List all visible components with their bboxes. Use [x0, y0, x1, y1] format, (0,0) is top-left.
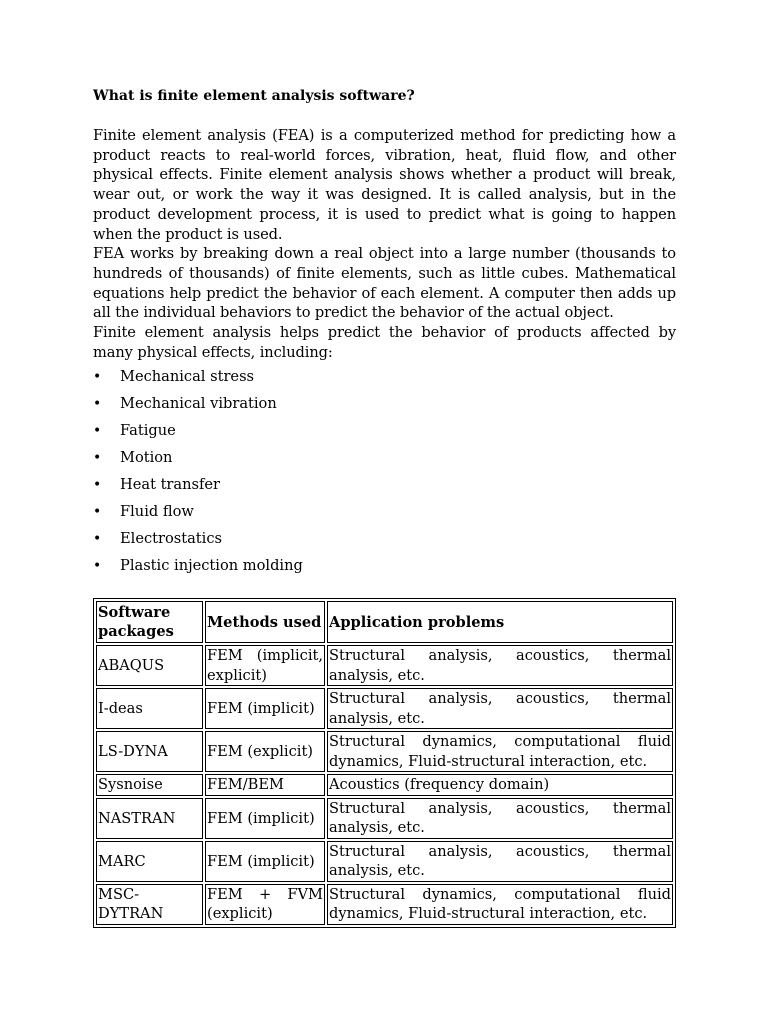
cell-application: Acoustics (frequency domain): [327, 774, 673, 796]
paragraph-fea-method: FEA works by breaking down a real object into a large number (thousands to hundreds of thousands) of finite elements, such as little cubes. Mathematical equations help predict the behavior of each element. A computer then adds up all the individual behaviors to predict the behavior of the actual object.: [93, 245, 676, 322]
cell-software: MARC: [96, 841, 203, 882]
header-methods-used: Methods used: [205, 601, 325, 643]
cell-software: NASTRAN: [96, 798, 203, 839]
list-item: • Heat transfer: [93, 476, 221, 494]
cell-software: MSC-DYTRAN: [96, 884, 203, 925]
document-page: [93, 86, 676, 928]
table-row: [96, 688, 673, 729]
bullet-icon: •: [93, 423, 102, 440]
bullet-icon: •: [93, 369, 102, 386]
cell-method: FEM/BEM: [205, 774, 325, 796]
list-item: • Mechanical stress: [93, 368, 255, 386]
cell-method: FEM (implicit): [205, 841, 325, 882]
cell-software: I-deas: [96, 688, 203, 729]
effects-list: [93, 367, 676, 583]
bullet-icon: •: [93, 504, 102, 521]
cell-application: Structural analysis, acoustics, thermal analysis, etc.: [327, 841, 673, 882]
list-item: • Fluid flow: [93, 503, 194, 521]
header-application-problems: Application problems: [327, 601, 673, 643]
list-item: • Plastic injection molding: [93, 557, 303, 575]
table-row: [96, 731, 673, 772]
bullet-icon: •: [93, 477, 102, 494]
bullet-icon: •: [93, 531, 102, 548]
table-header-row: [96, 601, 673, 643]
cell-method: FEM (implicit, explicit): [205, 645, 325, 686]
bullet-icon: •: [93, 558, 102, 575]
table-row: [96, 645, 673, 686]
list-item: • Mechanical vibration: [93, 395, 277, 413]
cell-method: FEM (implicit): [205, 798, 325, 839]
table-row: [96, 841, 673, 882]
cell-method: FEM + FVM (explicit): [205, 884, 325, 925]
cell-application: Structural analysis, acoustics, thermal analysis, etc.: [327, 688, 673, 729]
list-item: • Electrostatics: [93, 530, 223, 548]
page-title: What is finite element analysis software?: [93, 88, 415, 104]
cell-application: Structural dynamics, computational fluid dynamics, Fluid-structural interaction, etc.: [327, 884, 673, 925]
table-row: [96, 798, 673, 839]
cell-application: Structural analysis, acoustics, thermal analysis, etc.: [327, 645, 673, 686]
paragraph-fea-definition: Finite element analysis (FEA) is a computerized method for predicting how a product reacts to real-world forces, vibration, heat, fluid flow, and other physical effects. Finite element analysis shows whether a product will break, wear out, or work the way it was designed. It is called analysis, but in the product development process, it is used to predict what is going to happen when the product is used.: [93, 127, 676, 243]
table-row: [96, 884, 673, 925]
bullet-icon: •: [93, 450, 102, 467]
cell-method: FEM (implicit): [205, 688, 325, 729]
paragraph-fea-effects-intro: Finite element analysis helps predict the behavior of products affected by many physical effects, including:: [93, 324, 676, 361]
bullet-icon: •: [93, 396, 102, 413]
cell-method: FEM (explicit): [205, 731, 325, 772]
list-item: • Motion: [93, 449, 173, 467]
cell-application: Structural dynamics, computational fluid dynamics, Fluid-structural interaction, etc.: [327, 731, 673, 772]
cell-software: Sysnoise: [96, 774, 203, 796]
cell-software: LS-DYNA: [96, 731, 203, 772]
header-software-packages: Software packages: [96, 601, 203, 643]
cell-software: ABAQUS: [96, 645, 203, 686]
table-row: [96, 774, 673, 796]
cell-application: Structural analysis, acoustics, thermal analysis, etc.: [327, 798, 673, 839]
list-item: • Fatigue: [93, 422, 176, 440]
software-table: [93, 598, 676, 928]
